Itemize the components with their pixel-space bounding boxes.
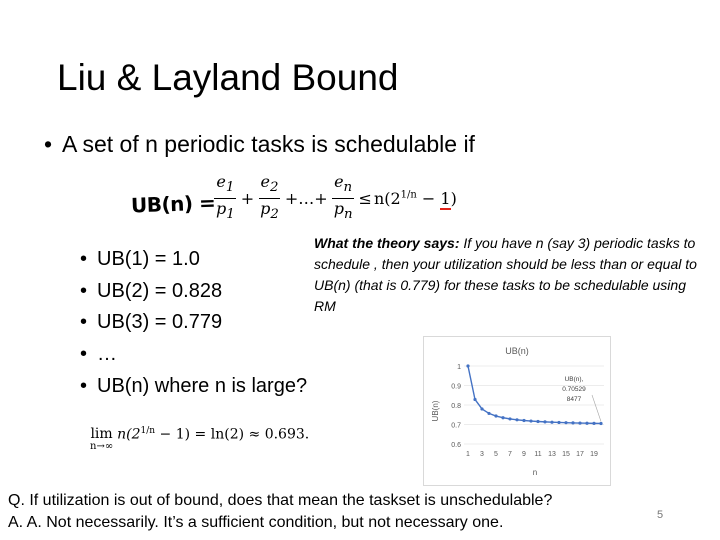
lim-subscript: n→∞ [90,441,114,452]
data-point [508,417,511,420]
page-number: 5 [657,509,664,521]
theory-note [314,233,704,317]
main-bullet-text: A set of n periodic tasks is schedulable if [62,131,475,157]
x-tick-label: 5 [494,451,498,458]
data-point [487,412,490,415]
ub-chart-svg [424,337,610,485]
en: e [334,172,344,192]
answer-text: A. A. Not necessarily. It’s a sufficient condition, but not necessary one. [8,514,504,531]
annotation-leader [592,395,601,421]
data-point [480,407,483,410]
main-bullet [44,129,475,159]
annotation-label: UB(n), [564,376,584,383]
e1: e [216,172,226,192]
data-point [501,416,504,419]
p1: p [216,198,227,218]
y-tick-label: 0.9 [451,383,461,391]
plus-sign: + [240,188,255,208]
x-tick-label: 7 [508,451,512,458]
utilization-formula [212,172,457,224]
data-point [543,420,546,423]
en-sub: n [343,180,353,196]
data-point [466,364,469,367]
data-point [592,422,595,425]
x-tick-label: 1 [466,451,470,458]
y-tick-label: 1 [457,364,461,371]
handwritten-ub-label: UB(n) = [130,190,216,218]
data-point [599,422,602,425]
x-tick-label: 19 [590,451,598,458]
fraction-e2-p2 [258,172,281,223]
chart-ylabel: UB(n) [431,400,440,422]
data-point [522,419,525,422]
y-tick-label: 0.6 [451,442,461,449]
x-tick-label: 11 [534,451,542,458]
e2: e [260,172,270,192]
list-item: • UB(n) where n is large? [80,374,308,397]
question-text: Q. If utilization is out of bound, does that mean the taskset is unschedulable? [8,492,553,509]
lim-operator: lim n→∞ [90,426,114,452]
p2: p [260,198,271,218]
pn-sub: n [343,206,353,222]
limit-exponent: 1/n [140,426,156,436]
underlined-one: 1 [440,188,451,208]
data-point [515,418,518,421]
ub-chart [423,336,611,486]
p1-sub: 1 [226,206,235,222]
annotation-label: 0.70529 [562,386,586,393]
x-tick-label: 17 [576,451,584,458]
e2-sub: 2 [270,180,279,196]
series-line [468,366,601,423]
data-point [578,421,581,424]
qa-block [8,490,552,534]
data-point [564,421,567,424]
data-point [536,420,539,423]
fraction-en-pn [332,172,355,223]
theory-body: If you have n (say 3) periodic tasks to schedule , then your utilization should be less than or equal to UB(n) (that is 0.779) for these tasks to be schedulable using RM [314,235,697,314]
formula-rhs: $n(2^{1/n} - 1)$ [373,188,457,208]
p2-sub: 2 [270,206,279,222]
e1-sub: 1 [225,180,235,196]
data-point [585,422,588,425]
x-tick-label: 3 [480,451,484,458]
chart-title: UB(n) [505,346,529,356]
data-point [557,421,560,424]
bullet-dot: • [44,131,53,157]
data-point [571,421,574,424]
x-tick-label: 13 [548,451,556,458]
data-point [550,421,553,424]
data-point [473,398,476,401]
list-item: • UB(3) = 0.779 [80,311,223,334]
ellipsis-plus: +…+ [284,188,328,208]
chart-xlabel: n [532,468,538,477]
slide-title: Liu & Layland Bound [57,57,399,98]
pn: p [333,198,344,218]
leq-sign: ≤ [358,188,372,208]
y-tick-label: 0.7 [451,422,461,430]
list-item: • UB(1) = 1.0 [80,248,200,270]
ub-value-list [80,244,307,402]
theory-lead: What the theory says: [314,235,460,251]
data-point [494,414,497,417]
data-point [529,419,532,422]
limit-formula: lim n→∞ $n(2^{1/n} - 1) = \ln(2) \approx 0.693$. [90,426,310,452]
list-item: • UB(2) = 0.828 [80,279,223,302]
rhs-exponent: 1/n [400,189,417,201]
x-tick-label: 9 [522,451,526,458]
x-tick-label: 15 [562,451,570,458]
y-tick-label: 0.8 [451,403,461,410]
fraction-e1-p1 [214,172,237,223]
list-item: • … [80,343,117,366]
annotation-label: 8477 [566,396,582,403]
